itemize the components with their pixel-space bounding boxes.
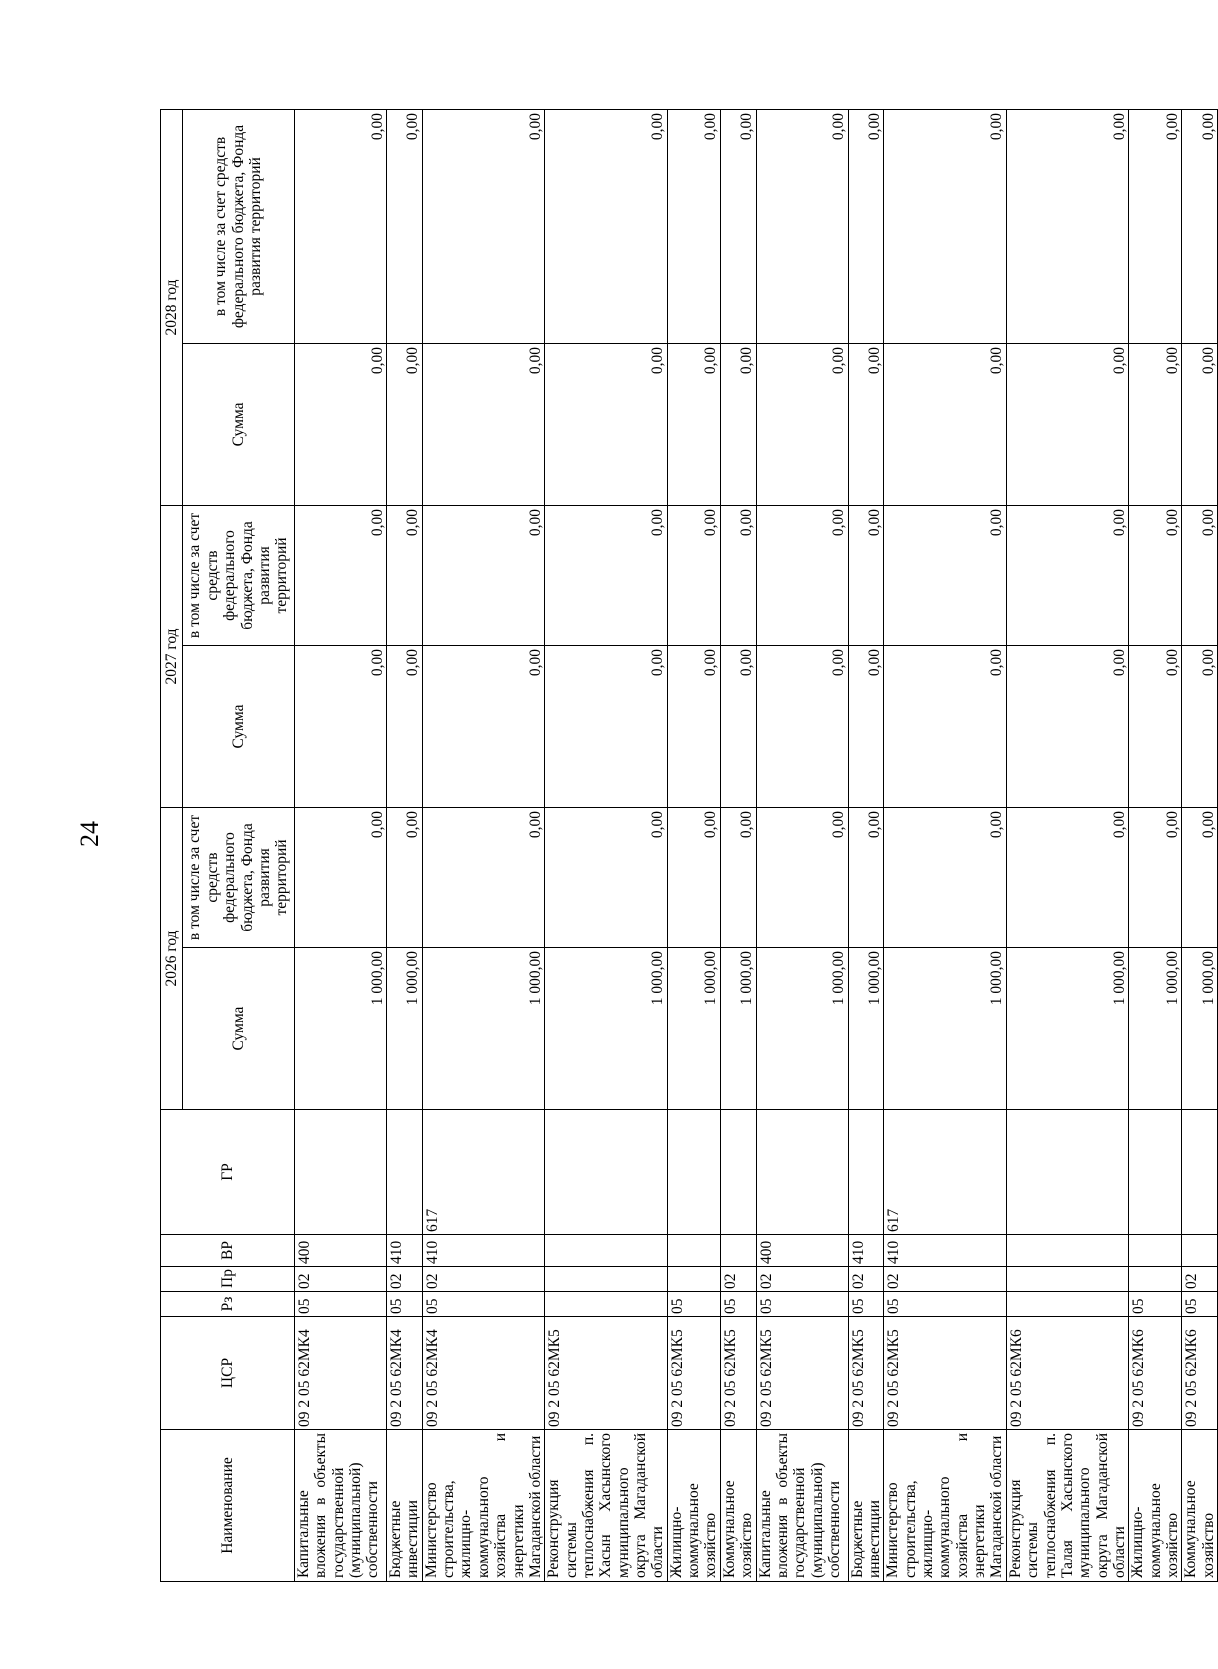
row-csr: 09 2 05 62МК5 xyxy=(884,1317,1007,1430)
table-row xyxy=(545,109,668,1581)
row-rz: 05 xyxy=(884,1292,1007,1317)
row-csr: 09 2 05 62МК5 xyxy=(756,1317,848,1430)
row-federal-2027: 0,00 xyxy=(667,505,720,645)
row-csr: 09 2 05 62МК4 xyxy=(422,1317,545,1430)
row-federal-2028: 0,00 xyxy=(884,109,1007,343)
row-csr: 09 2 05 62МК4 xyxy=(387,1317,423,1430)
row-federal-2026: 0,00 xyxy=(848,807,884,947)
row-pr xyxy=(1129,1267,1182,1292)
row-federal-2026: 0,00 xyxy=(1006,807,1129,947)
row-federal-2027: 0,00 xyxy=(720,505,756,645)
row-pr xyxy=(1006,1267,1129,1292)
row-pr: 02 xyxy=(756,1267,848,1292)
row-federal-2026: 0,00 xyxy=(1129,807,1182,947)
row-federal-2026: 0,00 xyxy=(387,807,423,947)
row-gr xyxy=(1006,1110,1129,1235)
row-name: Бюджетные инвестиции xyxy=(387,1430,423,1582)
header-sum-2026: Сумма xyxy=(183,948,295,1110)
row-federal-2026: 0,00 xyxy=(422,807,545,947)
row-sum-2028: 0,00 xyxy=(295,343,387,505)
row-federal-2028: 0,00 xyxy=(1182,109,1218,343)
row-pr: 02 xyxy=(387,1267,423,1292)
table-row xyxy=(848,109,884,1581)
row-sum-2026: 1 000,00 xyxy=(1129,948,1182,1110)
table-row xyxy=(884,109,1007,1581)
row-sum-2026: 1 000,00 xyxy=(422,948,545,1110)
row-federal-2027: 0,00 xyxy=(884,505,1007,645)
row-sum-2027: 0,00 xyxy=(545,645,668,807)
row-rz xyxy=(1006,1292,1129,1317)
row-rz: 05 xyxy=(1182,1292,1218,1317)
row-gr xyxy=(1182,1110,1218,1235)
table-row xyxy=(667,109,720,1581)
row-pr: 02 xyxy=(884,1267,1007,1292)
row-gr xyxy=(1129,1110,1182,1235)
header-year-2027: 2027 год xyxy=(161,505,183,807)
row-sum-2028: 0,00 xyxy=(1006,343,1129,505)
row-vr xyxy=(1182,1235,1218,1267)
row-rz: 05 xyxy=(387,1292,423,1317)
row-name: Капитальные вложения в объекты государственной (муниципальной) собственности xyxy=(295,1430,387,1582)
row-sum-2026: 1 000,00 xyxy=(884,948,1007,1110)
header-year-2026: 2026 год xyxy=(161,807,183,1109)
row-sum-2026: 1 000,00 xyxy=(545,948,668,1110)
row-sum-2028: 0,00 xyxy=(1182,343,1218,505)
row-sum-2027: 0,00 xyxy=(884,645,1007,807)
table-row xyxy=(1006,109,1129,1581)
row-sum-2028: 0,00 xyxy=(884,343,1007,505)
row-federal-2028: 0,00 xyxy=(545,109,668,343)
row-federal-2027: 0,00 xyxy=(1006,505,1129,645)
row-federal-2027: 0,00 xyxy=(295,505,387,645)
row-csr: 09 2 05 62МК5 xyxy=(667,1317,720,1430)
row-sum-2026: 1 000,00 xyxy=(387,948,423,1110)
row-federal-2028: 0,00 xyxy=(720,109,756,343)
row-federal-2027: 0,00 xyxy=(756,505,848,645)
row-federal-2026: 0,00 xyxy=(295,807,387,947)
row-name: Коммунальное хозяйство xyxy=(1182,1430,1218,1582)
row-rz: 05 xyxy=(848,1292,884,1317)
row-federal-2028: 0,00 xyxy=(1129,109,1182,343)
row-pr xyxy=(545,1267,668,1292)
row-csr: 09 2 05 62МК5 xyxy=(545,1317,668,1430)
row-federal-2027: 0,00 xyxy=(1182,505,1218,645)
row-sum-2026: 1 000,00 xyxy=(1006,948,1129,1110)
row-vr: 400 xyxy=(756,1235,848,1267)
row-federal-2028: 0,00 xyxy=(422,109,545,343)
row-federal-2027: 0,00 xyxy=(848,505,884,645)
header-federal-2026: в том числе за счет средств федерального бюджета, Фонда развития территорий xyxy=(183,807,295,947)
row-federal-2028: 0,00 xyxy=(295,109,387,343)
row-rz: 05 xyxy=(756,1292,848,1317)
row-csr: 09 2 05 62МК5 xyxy=(848,1317,884,1430)
row-pr: 02 xyxy=(848,1267,884,1292)
row-name: Министерство строительства, жилищно-коммунального хозяйства и энергетики Магаданской области xyxy=(422,1430,545,1582)
row-csr: 09 2 05 62МК6 xyxy=(1129,1317,1182,1430)
row-pr: 02 xyxy=(422,1267,545,1292)
row-vr: 410 xyxy=(848,1235,884,1267)
row-name: Реконструкция системы теплоснабжения п. Талая Хасынского муниципального округа Магаданской области xyxy=(1006,1430,1129,1582)
row-federal-2026: 0,00 xyxy=(720,807,756,947)
row-gr xyxy=(756,1110,848,1235)
row-sum-2028: 0,00 xyxy=(422,343,545,505)
header-year-2028: 2028 год xyxy=(161,109,183,505)
table-row xyxy=(295,109,387,1581)
row-rz xyxy=(545,1292,668,1317)
row-gr xyxy=(667,1110,720,1235)
row-csr: 09 2 05 62МК6 xyxy=(1006,1317,1129,1430)
row-sum-2027: 0,00 xyxy=(848,645,884,807)
row-sum-2027: 0,00 xyxy=(667,645,720,807)
row-pr xyxy=(667,1267,720,1292)
row-sum-2027: 0,00 xyxy=(720,645,756,807)
row-sum-2028: 0,00 xyxy=(848,343,884,505)
row-sum-2028: 0,00 xyxy=(545,343,668,505)
row-vr xyxy=(1006,1235,1129,1267)
row-pr: 02 xyxy=(295,1267,387,1292)
row-federal-2026: 0,00 xyxy=(884,807,1007,947)
row-name: Бюджетные инвестиции xyxy=(848,1430,884,1582)
row-sum-2027: 0,00 xyxy=(756,645,848,807)
row-name: Коммунальное хозяйство xyxy=(720,1430,756,1582)
row-sum-2027: 0,00 xyxy=(1182,645,1218,807)
row-vr xyxy=(545,1235,668,1267)
row-name: Жилищно-коммунальное хозяйство xyxy=(1129,1430,1182,1582)
row-gr xyxy=(720,1110,756,1235)
budget-table xyxy=(160,109,1218,1582)
header-name: Наименование xyxy=(161,1430,295,1582)
row-vr: 410 xyxy=(884,1235,1007,1267)
row-federal-2026: 0,00 xyxy=(545,807,668,947)
row-sum-2028: 0,00 xyxy=(756,343,848,505)
row-rz: 05 xyxy=(1129,1292,1182,1317)
row-vr xyxy=(720,1235,756,1267)
row-csr: 09 2 05 62МК6 xyxy=(1182,1317,1218,1430)
row-pr: 02 xyxy=(720,1267,756,1292)
row-csr: 09 2 05 62МК4 xyxy=(295,1317,387,1430)
row-sum-2026: 1 000,00 xyxy=(667,948,720,1110)
header-rz: Рз xyxy=(161,1292,295,1317)
row-federal-2028: 0,00 xyxy=(848,109,884,343)
row-gr xyxy=(545,1110,668,1235)
row-sum-2027: 0,00 xyxy=(1129,645,1182,807)
table-row xyxy=(422,109,545,1581)
table-row xyxy=(1129,109,1182,1581)
row-vr: 410 xyxy=(422,1235,545,1267)
row-csr: 09 2 05 62МК5 xyxy=(720,1317,756,1430)
row-federal-2027: 0,00 xyxy=(422,505,545,645)
row-rz: 05 xyxy=(720,1292,756,1317)
row-sum-2026: 1 000,00 xyxy=(1182,948,1218,1110)
row-federal-2026: 0,00 xyxy=(667,807,720,947)
budget-table-rotated xyxy=(160,110,1217,1582)
row-gr xyxy=(387,1110,423,1235)
row-sum-2027: 0,00 xyxy=(422,645,545,807)
row-vr xyxy=(667,1235,720,1267)
header-federal-2028: в том числе за счет средств федерального бюджета, Фонда развития территорий xyxy=(183,109,295,343)
row-sum-2026: 1 000,00 xyxy=(720,948,756,1110)
table-row xyxy=(387,109,423,1581)
row-gr xyxy=(295,1110,387,1235)
table-row xyxy=(1182,109,1218,1581)
table-row xyxy=(720,109,756,1581)
row-vr: 410 xyxy=(387,1235,423,1267)
row-name: Капитальные вложения в объекты государственной (муниципальной) собственности xyxy=(756,1430,848,1582)
row-sum-2028: 0,00 xyxy=(720,343,756,505)
header-sum-2028: Сумма xyxy=(183,343,295,505)
row-name: Реконструкция системы теплоснабжения п. Хасын Хасынского муниципального округа Магаданской области xyxy=(545,1430,668,1582)
table-row xyxy=(756,109,848,1581)
row-sum-2026: 1 000,00 xyxy=(295,948,387,1110)
row-federal-2028: 0,00 xyxy=(1006,109,1129,343)
row-sum-2028: 0,00 xyxy=(667,343,720,505)
header-pr: Пр xyxy=(161,1267,295,1292)
row-pr: 02 xyxy=(1182,1267,1218,1292)
row-sum-2028: 0,00 xyxy=(387,343,423,505)
row-name: Министерство строительства, жилищно-коммунального хозяйства и энергетики Магаданской области xyxy=(884,1430,1007,1582)
row-federal-2028: 0,00 xyxy=(667,109,720,343)
row-federal-2026: 0,00 xyxy=(1182,807,1218,947)
row-rz: 05 xyxy=(667,1292,720,1317)
row-rz: 05 xyxy=(295,1292,387,1317)
row-gr: 617 xyxy=(422,1110,545,1235)
row-sum-2026: 1 000,00 xyxy=(756,948,848,1110)
row-federal-2027: 0,00 xyxy=(387,505,423,645)
row-gr: 617 xyxy=(884,1110,1007,1235)
row-name: Жилищно-коммунальное хозяйство xyxy=(667,1430,720,1582)
row-federal-2028: 0,00 xyxy=(756,109,848,343)
row-gr xyxy=(848,1110,884,1235)
page-number: 24 xyxy=(75,821,104,847)
row-vr xyxy=(1129,1235,1182,1267)
header-gr: ГР xyxy=(161,1110,295,1235)
row-federal-2027: 0,00 xyxy=(1129,505,1182,645)
row-sum-2027: 0,00 xyxy=(1006,645,1129,807)
row-sum-2026: 1 000,00 xyxy=(848,948,884,1110)
row-sum-2027: 0,00 xyxy=(295,645,387,807)
row-sum-2027: 0,00 xyxy=(387,645,423,807)
row-sum-2028: 0,00 xyxy=(1129,343,1182,505)
row-rz: 05 xyxy=(422,1292,545,1317)
row-federal-2028: 0,00 xyxy=(387,109,423,343)
header-vr: ВР xyxy=(161,1235,295,1267)
row-federal-2026: 0,00 xyxy=(756,807,848,947)
row-federal-2027: 0,00 xyxy=(545,505,668,645)
header-sum-2027: Сумма xyxy=(183,645,295,807)
header-csr: ЦСР xyxy=(161,1317,295,1430)
header-federal-2027: в том числе за счет средств федерального бюджета, Фонда развития территорий xyxy=(183,505,295,645)
row-vr: 400 xyxy=(295,1235,387,1267)
